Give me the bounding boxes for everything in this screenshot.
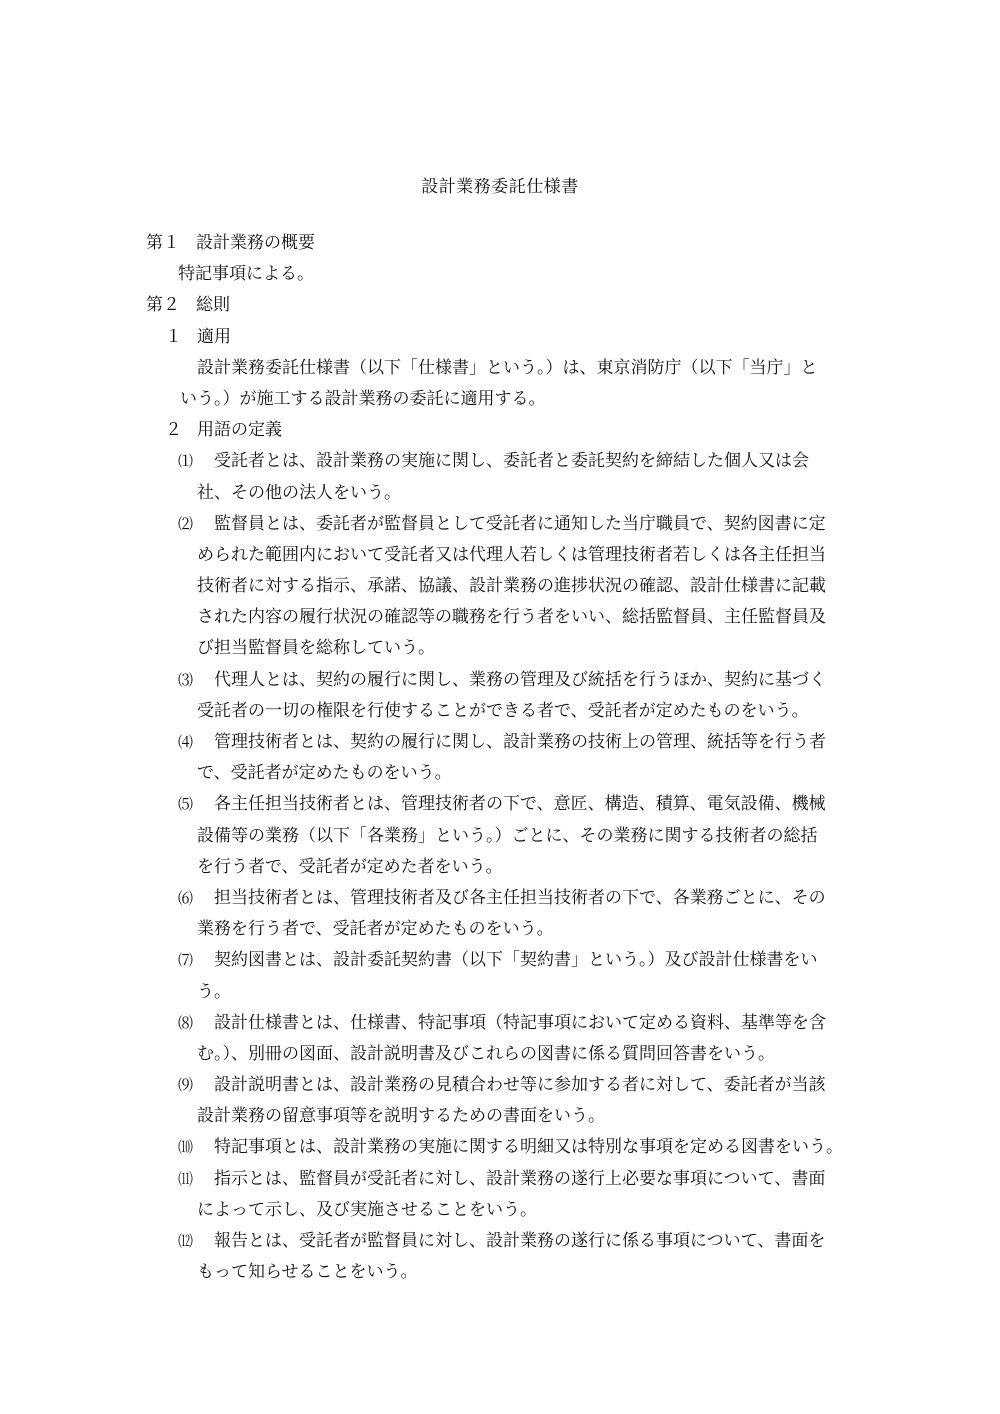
subsection-title: 用語の定義 xyxy=(197,420,282,441)
item-text-line: 契約図書とは、設計委託契約書（以下「契約書」という。）及び設計仕様書をい xyxy=(214,950,818,971)
subsection-number: １ xyxy=(165,326,182,347)
item-text-line: 管理技術者とは、契約の履行に関し、設計業務の技術上の管理、統括等を行う者 xyxy=(214,732,826,752)
item-continuation-line: び担当監督員を総称していう。 xyxy=(197,638,435,659)
definition-list xyxy=(0,446,1000,1288)
definition-item xyxy=(0,1008,1000,1039)
definition-item xyxy=(0,1164,1000,1195)
item-continuation-line: された内容の履行状況の確認等の職務を行う者をいい、総括監督員、主任監督員及 xyxy=(197,607,826,628)
definition-item xyxy=(0,509,1000,540)
section-text: 特記事項による。 xyxy=(178,264,314,285)
item-continuation-line: で、受託者が定めたものをいう。 xyxy=(197,763,452,784)
item-text-line: 監督員とは、委託者が監督員として受託者に通知した当庁職員で、契約図書に定 xyxy=(214,513,826,534)
section-title: 設計業務の概要 xyxy=(196,233,315,253)
item-number: ⑻ xyxy=(178,1013,194,1032)
item-text-line: 特記事項とは、設計業務の実施に関する明細又は特別な事項を定める図書をいう。 xyxy=(214,1137,843,1158)
document-title: 設計業務委託仕様書 xyxy=(421,177,579,197)
item-text-line: 代理人とは、契約の履行に関し、業務の管理及び統括を行うほか、契約に基づく xyxy=(214,669,826,690)
item-continuation-line: 受託者の一切の権限を行使することができる者で、受託者が定めたものをいう。 xyxy=(197,700,809,721)
item-text-line: 担当技術者とは、管理技術者及び各主任担当技術者の下で、各業務ごとに、その xyxy=(214,887,826,908)
item-continuation-line: を行う者で、受託者が定めた者をいう。 xyxy=(197,856,503,877)
item-text-line: 設計説明書とは、設計業務の見積合わせ等に参加する者に対して、委託者が当該 xyxy=(214,1075,826,1096)
item-continuation-line: 業務を行う者で、受託者が定めたものをいう。 xyxy=(197,919,554,940)
section-heading xyxy=(0,290,1000,321)
item-number: ⑵ xyxy=(178,514,194,533)
definition-item xyxy=(0,727,1000,758)
subsection-number: ２ xyxy=(165,420,182,441)
paragraph-line: いう。）が施工する設計業務の委託に適用する。 xyxy=(180,388,546,409)
subsection-heading xyxy=(0,415,1000,446)
definition-item xyxy=(0,789,1000,820)
item-continuation-line: によって示し、及び実施させることをいう。 xyxy=(197,1199,537,1220)
definition-item xyxy=(0,883,1000,914)
item-text-line: 受託者とは、設計業務の実施に関し、委託者と委託契約を締結した個人又は会 xyxy=(214,451,809,472)
item-number: ⑹ xyxy=(178,888,194,907)
item-number: ⑿ xyxy=(178,1232,194,1250)
item-text-line: 各主任担当技術者とは、管理技術者の下で、意匠、構造、積算、電気設備、機械 xyxy=(214,794,826,815)
item-continuation-line: う。 xyxy=(197,981,231,1002)
document-body xyxy=(0,228,1000,1288)
definition-item xyxy=(0,1070,1000,1101)
definition-item xyxy=(0,446,1000,477)
item-continuation-line: もって知らせることをいう。 xyxy=(197,1262,418,1283)
item-number: ⑼ xyxy=(178,1076,194,1095)
item-text-line: 指示とは、監督員が受託者に対し、設計業務の遂行上必要な事項について、書面 xyxy=(214,1168,826,1189)
section-heading xyxy=(0,228,1000,259)
item-number: ⑽ xyxy=(178,1138,194,1157)
section-number: 第１ xyxy=(146,233,180,253)
subsection-heading xyxy=(0,322,1000,353)
item-continuation-line: 設備等の業務（以下「各業務」という。）ごとに、その業務に関する技術者の総括 xyxy=(197,825,818,846)
definition-item xyxy=(0,1132,1000,1163)
item-number: ⑺ xyxy=(178,951,194,970)
item-continuation-line: 社、その他の法人をいう。 xyxy=(197,482,401,503)
definition-item xyxy=(0,945,1000,976)
section-title: 総則 xyxy=(196,295,230,316)
item-number: ⑸ xyxy=(178,795,194,814)
section-number: 第２ xyxy=(146,295,180,316)
item-text-line: 報告とは、受託者が監督員に対し、設計業務の遂行に係る事項について、書面を xyxy=(214,1231,826,1251)
item-text-line: 設計仕様書とは、仕様書、特記事項（特記事項において定める資料、基準等を含 xyxy=(214,1012,826,1033)
item-continuation-line: 技術者に対する指示、承諾、協議、設計業務の進捗状況の確認、設計仕様書に記載 xyxy=(197,576,826,597)
item-continuation-line: められた範囲内において受託者又は代理人若しくは管理技術者若しくは各主任担当 xyxy=(197,544,826,565)
item-continuation-line: 設計業務の留意事項等を説明するための書面をいう。 xyxy=(197,1106,605,1127)
item-number: ⑶ xyxy=(178,670,194,689)
definition-item xyxy=(0,665,1000,696)
item-number: ⑴ xyxy=(178,452,194,471)
item-number: ⑷ xyxy=(178,733,194,751)
definition-item xyxy=(0,1226,1000,1257)
subsection-title: 適用 xyxy=(197,326,231,347)
paragraph-line: 設計業務委託仕様書（以下「仕様書」という。）は、東京消防庁（以下「当庁」と xyxy=(197,357,818,378)
item-continuation-line: む。）、別冊の図面、設計説明書及びこれらの図書に係る質問回答書をいう。 xyxy=(197,1043,775,1064)
item-number: ⑾ xyxy=(178,1169,194,1188)
